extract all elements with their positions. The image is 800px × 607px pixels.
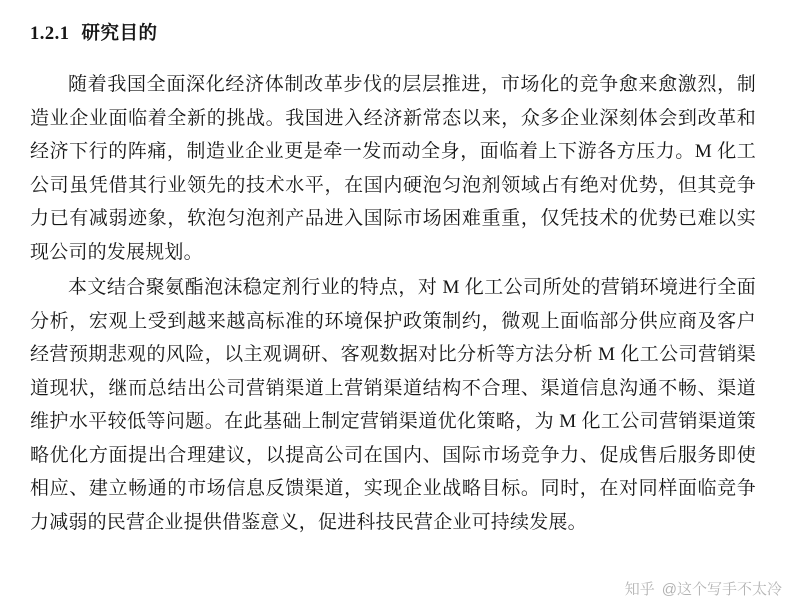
zhihu-logo: 知乎 xyxy=(624,581,655,598)
section-title: 研究目的 xyxy=(81,24,158,44)
section-heading xyxy=(30,22,756,46)
page-left-edge xyxy=(0,0,2,607)
paragraph: 随着我国全面深化经济体制改革步伐的层层推进，市场化的竞争愈来愈激烈，制造业企业面临着全新的挑战。我国进入经济新常态以来，众多企业深刻体会到改革和经济下行的阵痛，制造业企业更是牵一发而动全身，面临着上下游各方压力。M 化工公司虽凭借其行业领先的技术水平，在国内硬泡匀泡剂领域占有绝对优势，但其竞争力已有减弱迹象，软泡匀泡剂产品进入国际市场困难重重，仅凭技术的优势已难以实现公司的发展规划。 xyxy=(30,74,756,263)
watermark xyxy=(625,578,782,599)
body-text xyxy=(30,68,756,539)
paragraph: 本文结合聚氨酯泡沫稳定剂行业的特点，对 M 化工公司所处的营销环境进行全面分析，宏观上受到越来越高标准的环境保护政策制约，微观上面临部分供应商及客户经营预期悲观的风险，以主观调研、客观数据对比分析等方法分析 M 化工公司营销渠道现状，继而总结出公司营销渠道上营销渠道结构不合理、渠道信息沟通不畅、渠道维护水平较低等问题。在此基础上制定营销渠道优化策略，为 M 化工公司营销渠道策略优化方面提出合理建议，以提高公司在国内、国际市场竞争力、促成售后服务即使相应、建立畅通的市场信息反馈渠道，实现企业战略目标。同时，在对同样面临竞争力减弱的民营企业提供借鉴意义，促进科技民营企业可持续发展。 xyxy=(30,277,756,533)
section-number: 1.2.1 xyxy=(30,24,70,44)
watermark-username: @这个写手不太冷 xyxy=(661,581,782,598)
